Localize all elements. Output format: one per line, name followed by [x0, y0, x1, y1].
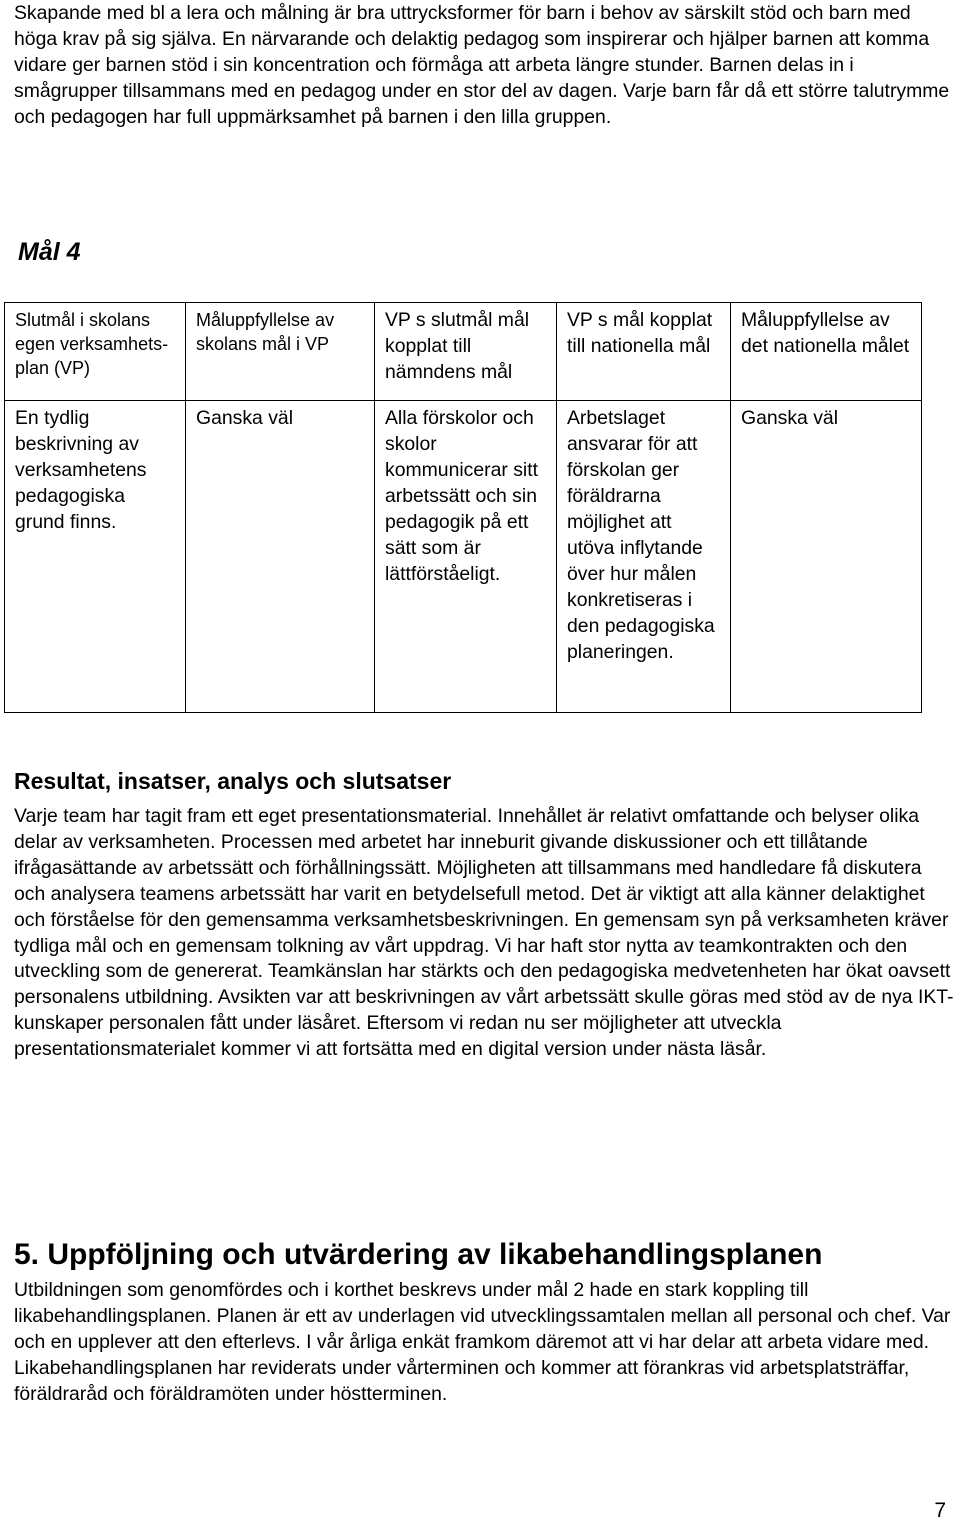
header-cell-maluppfyllelse-vp: Måluppfyllelse av skolans mål i VP: [186, 303, 375, 401]
followup-paragraph: Utbildningen som genomfördes och i korthet beskrevs under mål 2 hade en stark koppling till likabehandlingsplanen. Planen är ett av underlagen vid utvecklingssamtalen mellan all personal och chef. Var och en upplever att den efterlevs. I vår årliga enkät framkom däremot att vi har delar att arbeta vidare med. Likabehandlingsplanen har reviderats under vårterminen och kommer att förankras vid arbetsplatsträffar, föräldraråd och föräldramöten under höstterminen.: [14, 1279, 951, 1405]
section-label-mal-4: Mål 4: [18, 238, 81, 266]
cell-maluppfyllelse-nationella: Ganska väl: [731, 401, 922, 713]
header-cell-maluppfyllelse-nationella: Måluppfyllelse av det nationella målet: [731, 303, 922, 401]
cell-slutmal: En tydlig beskrivning av verksamhetens pedagogiska grund finns.: [5, 401, 186, 713]
results-heading: Resultat, insatser, analys och slutsatser: [14, 768, 452, 794]
goal-table: [4, 302, 922, 713]
page-number: 7: [934, 1499, 946, 1522]
cell-vp-nationella-mal: Arbetslaget ansvarar för att förskolan ger föräldrarna möjlighet att utöva inflytande över hur målen konkretiseras i den pedagogiska planeringen.: [557, 401, 731, 713]
cell-vp-namndens-mal: Alla förskolor och skolor kommunicerar sitt arbetssätt och sin pedagogik på ett sätt som är lättförståeligt.: [375, 401, 557, 713]
cell-maluppfyllelse-vp: Ganska väl: [186, 401, 375, 713]
header-cell-slutmal: Slutmål i skolans egen verksamhets-plan (VP): [5, 303, 186, 401]
intro-paragraph: Skapande med bl a lera och målning är bra uttrycksformer för barn i behov av särskilt stöd och barn med höga krav på sig själva. En närvarande och delaktig pedagog som inspirerar och hjälper barnen att komma vidare ger barnen stöd i sin koncentration och förmåga att arbeta längre stunder. Barnen delas in i smågrupper tillsammans med en pedagog under en stor del av dagen. Varje barn får då ett större talutrymme och pedagogen har full uppmärksamhet på barnen i den lilla gruppen.: [14, 2, 950, 128]
goal-table-row: [5, 401, 922, 713]
results-paragraph: Varje team har tagit fram ett eget presentationsmaterial. Innehållet är relativt omfattande och belyser olika delar av verksamheten. Processen med arbetet har inneburit givande diskussioner och ett tillåtande ifrågasättande av arbetssätt och förhållningssätt. Möjligheten att tillsammans med handledare få diskutera och analysera teamens arbetssätt har varit en betydelsefull metod. Det är viktigt att alla känner delaktighet och förståelse för den gemensamma verksamhetsbeskrivningen. En gemensam syn på verksamheten kräver tydliga mål och en gemensam tolkning av vårt uppdrag. Vi har haft stor nytta av teamkontrakten och den utveckling som de genererat. Teamkänslan har stärkts och den pedagogiska medvetenheten har ökat oavsett personalens utbildning. Avsikten var att beskrivningen av vårt arbetssätt skulle göras med stöd av de nya IKT-kunskaper personalen fått under läsåret. Eftersom vi redan nu ser möjligheter att utveckla presentationsmaterialet kommer vi att fortsätta med en digital version under nästa läsår.: [14, 805, 954, 1061]
goal-table-header-row: [5, 303, 922, 401]
followup-heading: 5. Uppföljning och utvärdering av likabehandlingsplanen: [14, 1238, 823, 1271]
header-cell-vp-nationella-mal: VP s mål kopplat till nationella mål: [557, 303, 731, 401]
header-cell-vp-namndens-mal: VP s slutmål mål kopplat till nämndens mål: [375, 303, 557, 401]
